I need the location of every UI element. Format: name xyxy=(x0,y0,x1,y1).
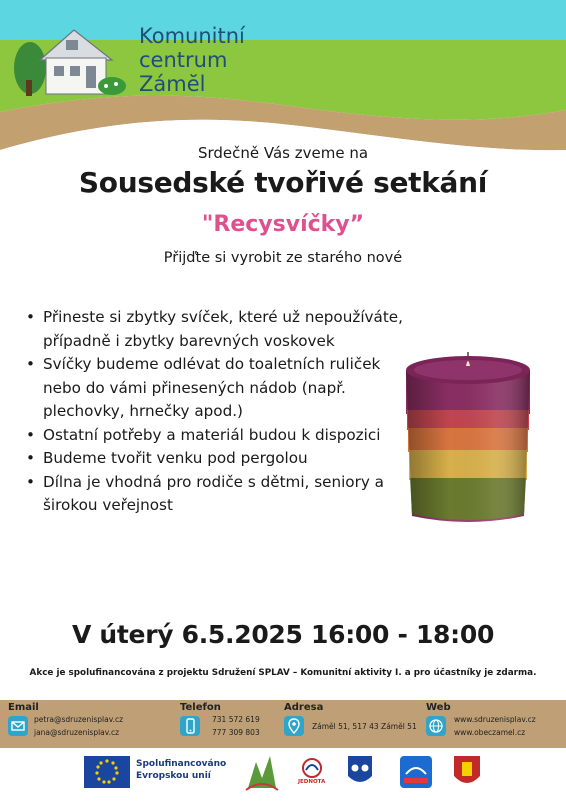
phone-2[interactable]: 777 309 803 xyxy=(212,727,260,739)
tagline: Přijďte si vyrobit ze starého nové xyxy=(0,250,566,266)
logo-strip xyxy=(0,748,566,800)
greeting: Srdečně Vás zveme na xyxy=(0,144,566,162)
eu-text xyxy=(136,758,226,782)
email-2[interactable]: jana@sdruzenisplav.cz xyxy=(34,727,119,739)
email-label: Email xyxy=(8,702,39,713)
address-label: Adresa xyxy=(284,702,323,713)
nebrov-logo-icon xyxy=(400,756,432,788)
zamel-coat-of-arms-icon xyxy=(454,756,480,783)
phone-icon xyxy=(180,716,200,736)
location-pin-icon xyxy=(284,716,304,736)
web-label: Web xyxy=(426,702,451,713)
header-waves xyxy=(0,0,566,160)
jednota-text: JEDNOTA xyxy=(298,779,325,785)
partner-logos xyxy=(0,748,566,800)
web-2[interactable]: www.obeczamel.cz xyxy=(454,727,525,739)
phone-label: Telefon xyxy=(180,702,221,713)
email-1[interactable]: petra@sdruzenisplav.cz xyxy=(34,714,123,726)
jednota-logo-icon xyxy=(303,759,321,777)
phone-1[interactable]: 731 572 619 xyxy=(212,714,260,726)
candle-image xyxy=(398,348,538,528)
eu-text-line-2: Evropskou unií xyxy=(136,770,226,782)
list-item: • Budeme tvořit venku pod pergolou xyxy=(26,447,406,471)
contact-bar xyxy=(0,700,566,748)
brand-line-2: centrum xyxy=(139,48,245,72)
list-item: • Dílna je vhodná pro rodiče s dětmi, seniory a širokou veřejnost xyxy=(26,471,406,518)
coat-of-arms-icon xyxy=(348,756,372,782)
splav-logo-icon xyxy=(246,756,278,790)
brand-line-1: Komunitní xyxy=(139,24,245,48)
brand-name xyxy=(139,24,245,96)
mail-icon xyxy=(8,716,28,736)
funding-note: Akce je spolufinancována z projektu Sdružení SPLAV – Komunitní aktivity I. a pro účastníky je zdarma. xyxy=(0,668,566,678)
event-title: Sousedské tvořivé setkání xyxy=(0,166,566,199)
brand-line-3: Zámĕl xyxy=(139,72,245,96)
contact-phone xyxy=(180,702,221,713)
list-item: • Ostatní potřeby a materiál budou k dispozici xyxy=(26,424,406,448)
address-text: Zámĕl 51, 517 43 Zámĕl 51 xyxy=(312,721,417,733)
eu-text-line-1: Spolufinancováno xyxy=(136,758,226,770)
web-1[interactable]: www.sdruzenisplav.cz xyxy=(454,714,536,726)
contact-web xyxy=(426,702,451,713)
info-list xyxy=(26,306,406,518)
eu-flag-icon xyxy=(84,756,130,788)
event-subtitle: "Recysvíčky” xyxy=(0,212,566,237)
contact-email xyxy=(8,702,39,713)
contact-address xyxy=(284,702,323,713)
event-datetime: V úterý 6.5.2025 16:00 - 18:00 xyxy=(0,620,566,649)
header-banner xyxy=(0,0,566,160)
list-item: • Přineste si zbytky svíček, které už nepoužíváte, případně i zbytky barevných voskovek xyxy=(26,306,406,353)
globe-icon xyxy=(426,716,446,736)
list-item: • Svíčky budeme odlévat do toaletních ruliček nebo do vámi přinesených nádob (např. plechovky, hrnečky apod.) xyxy=(26,353,406,424)
